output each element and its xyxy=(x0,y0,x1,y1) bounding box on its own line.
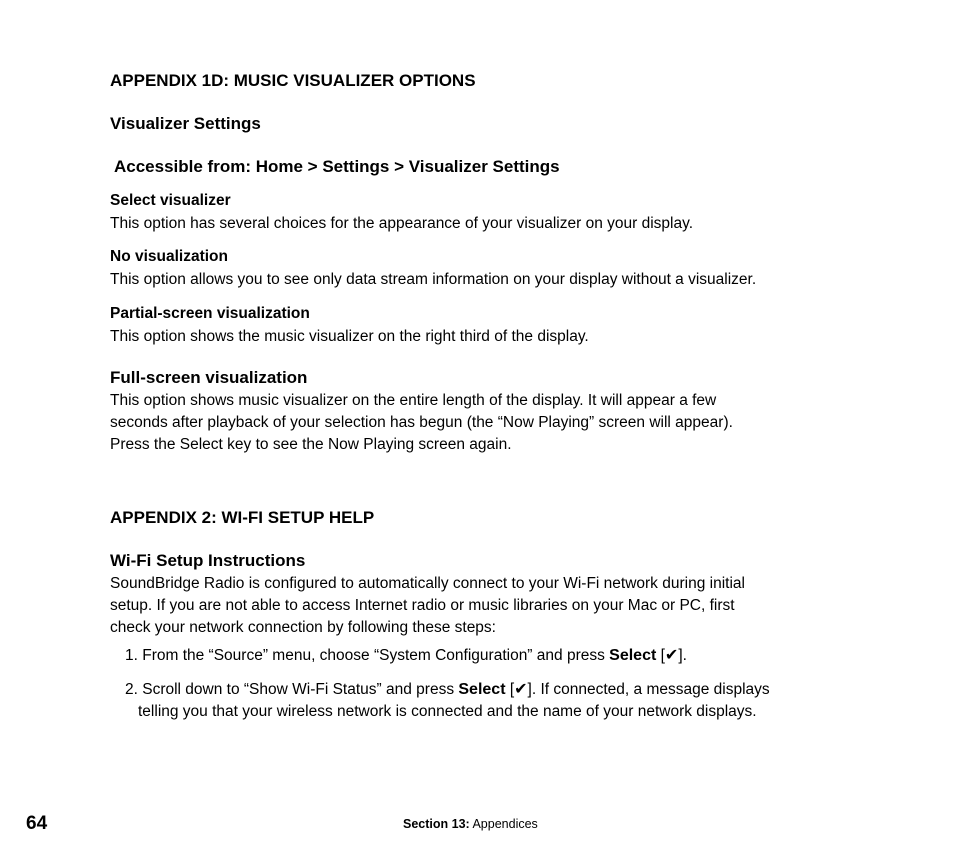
wifi-setup-heading: Wi-Fi Setup Instructions xyxy=(110,551,306,570)
footer-section-name: Appendices xyxy=(469,817,538,831)
no-visualization-text: This option allows you to see only data stream information on your display without a visualizer. xyxy=(110,271,757,288)
accessible-from-path: Accessible from: Home > Settings > Visualizer Settings xyxy=(114,157,560,176)
page-number: 64 xyxy=(26,813,48,834)
full-screen-text-line-2: seconds after playback of your selection has begun (the “Now Playing” screen will appear). xyxy=(110,414,733,431)
visualizer-settings-heading: Visualizer Settings xyxy=(110,114,261,133)
full-screen-text-line-3: Press the Select key to see the Now Playing screen again. xyxy=(110,436,512,453)
wifi-intro-line-2: setup. If you are not able to access Internet radio or music libraries on your Mac or PC, first xyxy=(110,597,735,614)
checkmark-icon: ✔ xyxy=(664,647,679,664)
bracket-open: [ xyxy=(505,681,515,698)
no-visualization-heading: No visualization xyxy=(110,248,228,265)
select-visualizer-heading: Select visualizer xyxy=(110,192,231,209)
wifi-step-2-continuation: telling you that your wireless network is connected and the name of your network displays. xyxy=(138,703,757,720)
wifi-intro-line-1: SoundBridge Radio is configured to automatically connect to your Wi-Fi network during initial xyxy=(110,575,745,592)
full-screen-text-line-1: This option shows music visualizer on the entire length of the display. It will appear a few xyxy=(110,392,717,409)
wifi-step-2 xyxy=(125,679,770,701)
select-visualizer-text: This option has several choices for the appearance of your visualizer on your display. xyxy=(110,215,693,232)
bracket-open: [ xyxy=(656,647,665,664)
partial-screen-heading: Partial-screen visualization xyxy=(110,305,310,322)
step-1-text: 1. From the “Source” menu, choose “System Configuration” and press xyxy=(125,647,610,664)
partial-screen-text: This option shows the music visualizer on the right third of the display. xyxy=(110,328,589,345)
step-2-end: ]. If connected, a message displays xyxy=(527,681,770,698)
footer-section-label: Section 13: xyxy=(403,817,470,831)
full-screen-heading: Full-screen visualization xyxy=(110,368,308,387)
checkmark-icon: ✔ xyxy=(514,681,528,698)
step-1-end: ]. xyxy=(678,647,687,664)
step-2-text: 2. Scroll down to “Show Wi-Fi Status” and press xyxy=(125,681,459,698)
select-key-label: Select xyxy=(458,681,506,698)
select-key-label: Select xyxy=(609,647,657,664)
footer-section xyxy=(403,817,538,831)
appendix-1d-title: APPENDIX 1D: MUSIC VISUALIZER OPTIONS xyxy=(110,71,476,90)
appendix-2-title: APPENDIX 2: WI-FI SETUP HELP xyxy=(110,508,375,527)
wifi-intro-line-3: check your network connection by following these steps: xyxy=(110,619,496,636)
wifi-step-1 xyxy=(125,645,687,667)
